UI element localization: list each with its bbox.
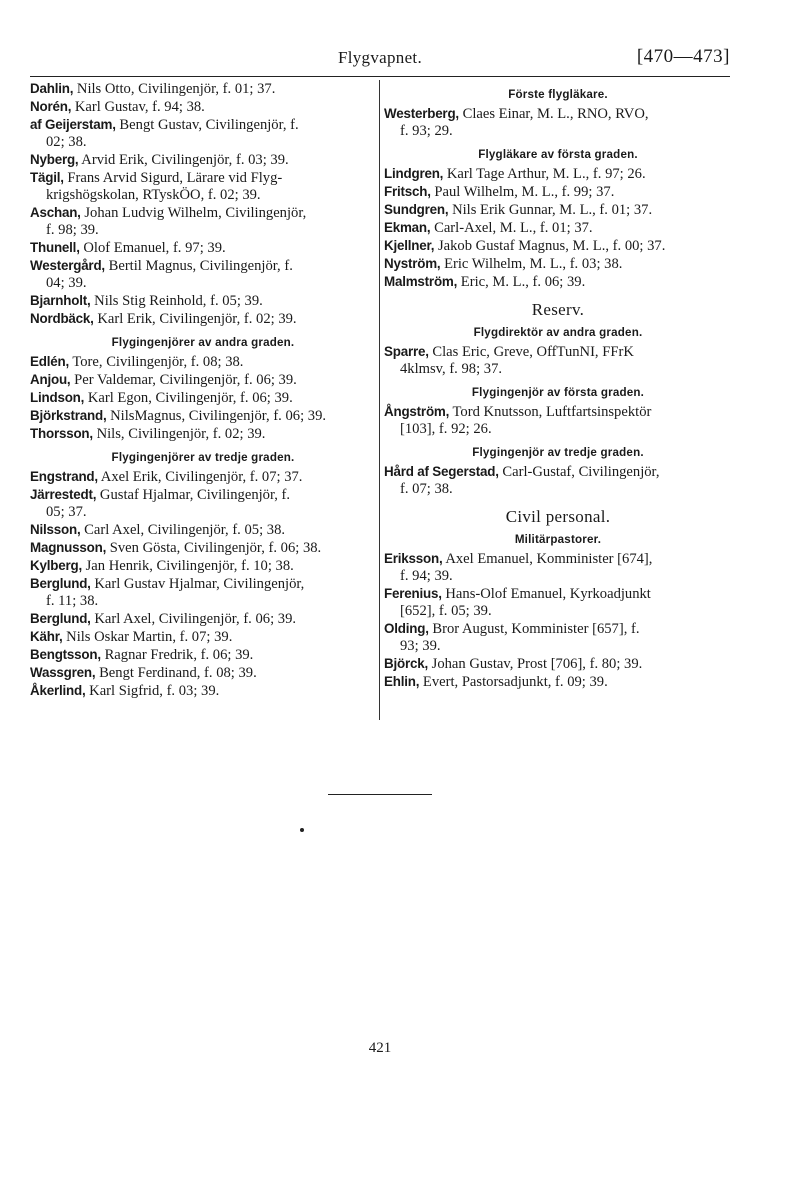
person-details: Clas Eric, Greve, OffTunNI, FFrK [428,344,634,360]
person-details: Per Valdemar, Civilingenjör, f. 06; 39. [70,372,297,388]
person-details: Karl Gustav, f. 94; 38. [71,99,205,115]
left-column [30,80,376,700]
person-details: Claes Einar, M. L., RNO, RVO, [458,106,649,122]
person-surname: Ångström, [384,404,450,419]
person-details: Tore, Civilingenjör, f. 08; 38. [68,354,244,370]
person-details: Jan Henrik, Civilingenjör, f. 10; 38. [81,558,294,574]
person-surname: Bengtsson, [30,647,101,662]
subsection-heading: Flygingenjör av första graden. [471,386,645,399]
person-details-continued: [103], f. 92; 26. [400,421,492,437]
person-details-continued: [652], f. 05; 39. [400,603,492,619]
section-heading: Reserv. [531,300,585,319]
person-surname: Westergård, [30,258,105,273]
person-details: Karl Erik, Civilingenjör, f. 02; 39. [93,311,297,327]
subsection-heading: Förste flygläkare. [508,88,608,101]
person-details: Hans-Olof Emanuel, Kyrkoadjunkt [441,586,651,602]
list-item [30,575,376,610]
person-surname: Aschan, [30,205,81,220]
list-item [30,628,376,646]
person-details-continued: 02; 38. [46,134,87,150]
list-item [384,550,732,585]
list-item [30,169,376,204]
person-surname: Olding, [384,621,429,636]
page-number: 421 [368,1040,392,1056]
subsection-heading: Flygingenjörer av tredje graden. [111,451,295,464]
person-surname: Engstrand, [30,469,98,484]
running-title: Flygvapnet. [337,48,423,67]
person-surname: Nilsson, [30,522,81,537]
right-column [384,80,732,691]
list-item [384,105,732,140]
person-details-continued: 4klmsv, f. 98; 37. [400,361,503,377]
list-item [384,655,732,673]
list-item [30,98,376,116]
person-details: Nils Otto, Civilingenjör, f. 01; 37. [73,81,276,97]
person-details-continued: 05; 37. [46,504,87,520]
section-heading: Civil personal. [505,507,611,526]
list-item [30,486,376,521]
list-item [30,407,376,425]
person-details-continued: f. 07; 38. [400,481,453,497]
list-item [30,557,376,575]
person-details: Bror August, Komminister [657], f. [428,621,640,637]
subsection-heading: Flygläkare av första graden. [478,148,638,161]
person-surname: Edlén, [30,354,69,369]
person-surname: Thunell, [30,240,80,255]
person-details: Carl-Axel, M. L., f. 01; 37. [430,220,593,236]
person-surname: Tägil, [30,170,64,185]
section-range: [470—473] [636,46,730,67]
list-item [30,521,376,539]
person-surname: Westerberg, [384,106,459,121]
person-details: Eric, M. L., f. 06; 39. [457,274,586,290]
person-details-continued: krigshögskolan, RTyskÖO, f. 02; 39. [46,187,261,203]
person-surname: Kjellner, [384,238,435,253]
person-details: Karl Gustav Hjalmar, Civilingenjör, [90,576,305,592]
person-details: NilsMagnus, Civilingenjör, f. 06; 39. [106,408,327,424]
person-details: Karl Tage Arthur, M. L., f. 97; 26. [443,166,646,182]
person-details: Bengt Ferdinand, f. 08; 39. [95,665,257,681]
person-surname: Kylberg, [30,558,82,573]
person-surname: Berglund, [30,611,91,626]
person-details-continued: f. 93; 29. [400,123,453,139]
list-item [30,682,376,700]
list-item [30,292,376,310]
list-item [30,116,376,151]
person-surname: af Geijerstam, [30,117,116,132]
person-surname: Eriksson, [384,551,443,566]
subsection-heading: Militärpastorer. [514,533,602,546]
person-details: Johan Ludvig Wilhelm, Civilingenjör, [80,205,307,221]
person-details: Axel Erik, Civilingenjör, f. 07; 37. [97,469,303,485]
person-surname: Björck, [384,656,428,671]
person-details: Jakob Gustaf Magnus, M. L., f. 00; 37. [434,238,666,254]
header-rule [30,76,730,77]
list-item [30,425,376,443]
person-surname: Hård af Segerstad, [384,464,499,479]
person-details: Sven Gösta, Civilingenjör, f. 06; 38. [106,540,322,556]
person-details-continued: f. 98; 39. [46,222,99,238]
person-surname: Björkstrand, [30,408,107,423]
list-item [384,219,732,237]
person-details-continued: f. 94; 39. [400,568,453,584]
subsection-heading: Flygdirektör av andra graden. [473,326,643,339]
person-details: Nils Erik Gunnar, M. L., f. 01; 37. [448,202,653,218]
list-item [30,371,376,389]
person-details: Karl Sigfrid, f. 03; 39. [85,683,220,699]
list-item [384,165,732,183]
list-item [384,585,732,620]
list-item [384,620,732,655]
list-item [30,257,376,292]
person-details-continued: f. 11; 38. [46,593,99,609]
list-item [384,463,732,498]
person-details: Karl Egon, Civilingenjör, f. 06; 39. [84,390,293,406]
person-surname: Sparre, [384,344,429,359]
list-item [384,343,732,378]
person-surname: Thorsson, [30,426,93,441]
list-item [384,183,732,201]
person-details: Johan Gustav, Prost [706], f. 80; 39. [428,656,643,672]
person-surname: Åkerlind, [30,683,86,698]
person-details: Tord Knutsson, Luftfartsinspektör [449,404,652,420]
list-item [30,646,376,664]
person-details: Nils, Civilingenjör, f. 02; 39. [92,426,266,442]
list-item [30,664,376,682]
list-item [384,255,732,273]
person-surname: Malmström, [384,274,458,289]
person-details-continued: 04; 39. [46,275,87,291]
end-rule [328,794,432,795]
person-surname: Bjarnholt, [30,293,91,308]
list-item [30,389,376,407]
person-details: Nils Oskar Martin, f. 07; 39. [62,629,233,645]
person-surname: Lindson, [30,390,85,405]
person-details: Evert, Pastorsadjunkt, f. 09; 39. [419,674,608,690]
person-details: Bertil Magnus, Civilingenjör, f. [104,258,293,274]
person-details: Olof Emanuel, f. 97; 39. [79,240,226,256]
person-surname: Ehlin, [384,674,420,689]
list-item [384,237,732,255]
person-details: Frans Arvid Sigurd, Lärare vid Flyg- [63,170,283,186]
list-item [30,239,376,257]
person-surname: Magnusson, [30,540,107,555]
person-surname: Nyström, [384,256,441,271]
subsection-heading: Flygingenjör av tredje graden. [472,446,644,459]
person-surname: Lindgren, [384,166,444,181]
list-item [30,80,376,98]
ink-speck [300,828,304,832]
person-surname: Nyberg, [30,152,79,167]
person-details: Carl Axel, Civilingenjör, f. 05; 38. [80,522,286,538]
person-surname: Wassgren, [30,665,96,680]
person-details: Nils Stig Reinhold, f. 05; 39. [90,293,263,309]
list-item [30,539,376,557]
list-item [30,353,376,371]
person-surname: Ekman, [384,220,431,235]
list-item [30,151,376,169]
person-details: Bengt Gustav, Civilingenjör, f. [115,117,299,133]
person-details: Eric Wilhelm, M. L., f. 03; 38. [440,256,623,272]
person-details: Ragnar Fredrik, f. 06; 39. [100,647,254,663]
person-details: Gustaf Hjalmar, Civilingenjör, f. [96,487,291,503]
person-surname: Fritsch, [384,184,431,199]
person-surname: Järrestedt, [30,487,97,502]
person-details: Axel Emanuel, Komminister [674], [442,551,653,567]
list-item [30,610,376,628]
person-surname: Dahlin, [30,81,74,96]
list-item [384,201,732,219]
person-surname: Kähr, [30,629,63,644]
person-details-continued: 93; 39. [400,638,441,654]
subsection-heading: Flygingenjörer av andra graden. [111,336,295,349]
person-surname: Norén, [30,99,72,114]
person-details: Carl-Gustaf, Civilingenjör, [498,464,660,480]
list-item [384,673,732,691]
person-surname: Nordbäck, [30,311,94,326]
list-item [384,403,732,438]
person-details: Karl Axel, Civilingenjör, f. 06; 39. [90,611,297,627]
list-item [30,310,376,328]
list-item [30,468,376,486]
person-surname: Berglund, [30,576,91,591]
list-item [384,273,732,291]
page-header [30,44,730,74]
list-item [30,204,376,239]
person-details: Arvid Erik, Civilingenjör, f. 03; 39. [78,152,289,168]
person-surname: Anjou, [30,372,71,387]
person-details: Paul Wilhelm, M. L., f. 99; 37. [430,184,615,200]
column-divider [379,80,380,720]
person-surname: Sundgren, [384,202,449,217]
person-surname: Ferenius, [384,586,442,601]
